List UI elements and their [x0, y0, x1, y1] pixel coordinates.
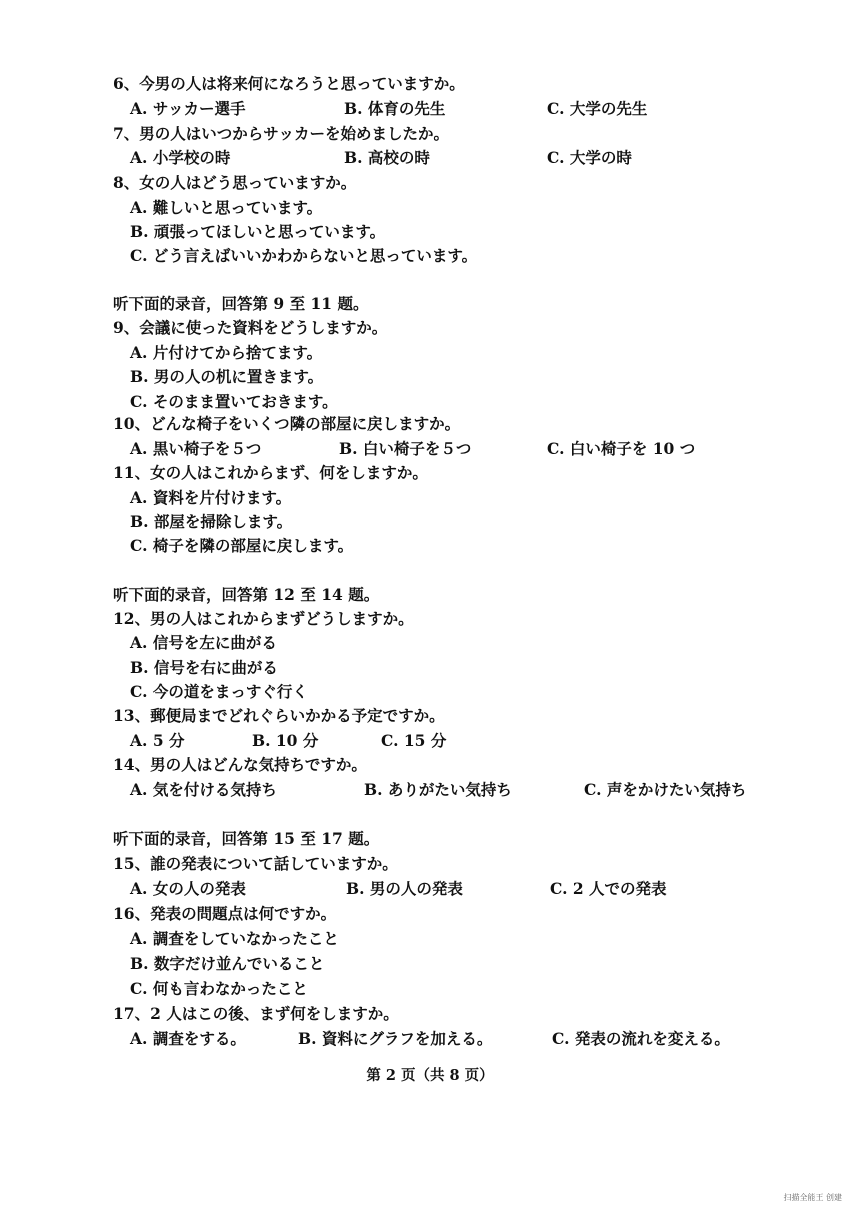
- option-11c: C. 椅子を隣の部屋に戻します。: [130, 536, 354, 555]
- option-16b: B. 数字だけ並んでいること: [130, 954, 325, 973]
- option-14a: A. 気を付ける気持ち: [130, 780, 277, 799]
- option-13a: A. 5 分: [130, 731, 185, 750]
- question-12: 12、男の人はこれからまずどうしますか。: [113, 609, 414, 628]
- question-8: 8、女の人はどう思っていますか。: [113, 173, 357, 192]
- option-10b: B. 白い椅子を５つ: [339, 439, 472, 458]
- option-10c: C. 白い椅子を 10 つ: [547, 439, 696, 458]
- option-7c: C. 大学の時: [547, 148, 632, 167]
- option-14c: C. 声をかけたい気持ち: [584, 780, 747, 799]
- option-17b: B. 資料にグラフを加える。: [298, 1029, 493, 1048]
- section-heading-9-11: 听下面的录音，回答第 9 至 11 题。: [113, 294, 369, 313]
- section-heading-15-17: 听下面的录音，回答第 15 至 17 题。: [113, 829, 380, 848]
- option-6b: B. 体育の先生: [344, 99, 446, 118]
- option-12a: A. 信号を左に曲がる: [130, 633, 277, 652]
- option-9c: C. そのまま置いておきます。: [130, 392, 338, 411]
- option-6c: C. 大学の先生: [547, 99, 648, 118]
- option-7a: A. 小学校の時: [130, 148, 231, 167]
- option-12c: C. 今の道をまっすぐ行く: [130, 682, 308, 701]
- option-13b: B. 10 分: [252, 731, 319, 750]
- option-8a: A. 難しいと思っています。: [130, 198, 323, 217]
- option-8c: C. どう言えばいいかわからないと思っています。: [130, 246, 478, 265]
- question-6: 6、今男の人は将来何になろうと思っていますか。: [113, 74, 465, 93]
- option-6a: A. サッカー選手: [130, 99, 246, 118]
- option-13c: C. 15 分: [381, 731, 447, 750]
- option-11b: B. 部屋を掃除します。: [130, 512, 293, 531]
- option-15c: C. 2 人での発表: [550, 879, 667, 898]
- question-7: 7、男の人はいつからサッカーを始めましたか。: [113, 124, 449, 143]
- option-15a: A. 女の人の発表: [130, 879, 246, 898]
- question-9: 9、会議に使った資料をどうしますか。: [113, 318, 388, 337]
- option-7b: B. 高校の時: [344, 148, 430, 167]
- option-8b: B. 頑張ってほしいと思っています。: [130, 222, 386, 241]
- page-number: 第 2 页（共 8 页）: [366, 1067, 494, 1084]
- option-11a: A. 資料を片付けます。: [130, 488, 292, 507]
- option-16c: C. 何も言わなかったこと: [130, 979, 308, 998]
- question-14: 14、男の人はどんな気持ちですか。: [113, 755, 367, 774]
- scanner-watermark: 扫描全能王 创建: [783, 1193, 842, 1202]
- option-9a: A. 片付けてから捨てます。: [130, 343, 323, 362]
- question-10: 10、どんな椅子をいくつ隣の部屋に戻しますか。: [113, 414, 461, 433]
- option-9b: B. 男の人の机に置きます。: [130, 367, 324, 386]
- option-16a: A. 調査をしていなかったこと: [130, 929, 339, 948]
- question-16: 16、発表の問題点は何ですか。: [113, 904, 337, 923]
- option-17a: A. 調査をする。: [130, 1029, 246, 1048]
- section-heading-12-14: 听下面的录音，回答第 12 至 14 题。: [113, 585, 380, 604]
- option-12b: B. 信号を右に曲がる: [130, 658, 278, 677]
- option-15b: B. 男の人の発表: [346, 879, 463, 898]
- question-11: 11、女の人はこれからまず、何をしますか。: [113, 463, 428, 482]
- option-10a: A. 黒い椅子を５つ: [130, 439, 262, 458]
- question-17: 17、2 人はこの後、まず何をしますか。: [113, 1004, 399, 1023]
- question-15: 15、誰の発表について話していますか。: [113, 854, 398, 873]
- option-17c: C. 発表の流れを変える。: [552, 1029, 730, 1048]
- option-14b: B. ありがたい気持ち: [364, 780, 512, 799]
- question-13: 13、郵便局までどれぐらいかかる予定ですか。: [113, 706, 445, 725]
